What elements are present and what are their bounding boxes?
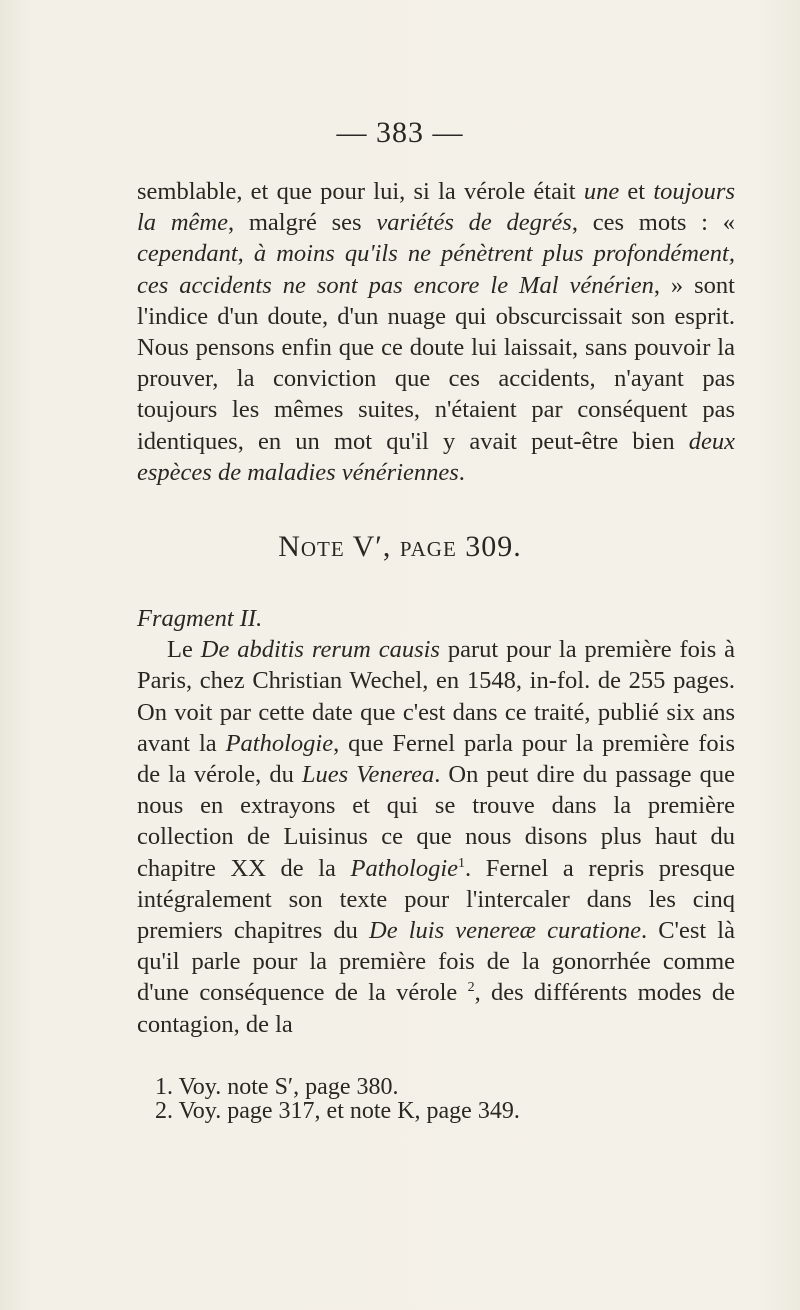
paragraph-1 — [137, 176, 735, 488]
italic-run: une — [583, 178, 620, 205]
text-run: , que Fernel parla pour la première fois de la vérole, du — [137, 729, 735, 789]
footnote-2: 2. Voy. page 317, et note K, page 349. — [155, 1098, 520, 1124]
italic-run: De luis venereæ curatione — [369, 917, 641, 945]
section-heading — [0, 530, 800, 564]
footnote-ref: 1 — [458, 855, 466, 871]
text-run: , des différents modes de contagion, de la — [137, 979, 735, 1038]
text-run: . Fernel a repris presque intégralement son texte pour l'intercaler dans les cinq premiers chapitres du — [137, 854, 735, 945]
text-run: , malgré ses — [227, 209, 377, 237]
footnotes — [155, 1075, 715, 1123]
footnote-1: 1. Voy. note S′, page 380. — [155, 1074, 399, 1100]
text-run: parut pour la première fois à Paris, chez Christian Wechel, en 1548, in-fol. de 255 pages. On voit par cette date que c'est dans ce traité, publié six ans avant la — [137, 636, 736, 757]
italic-run: De abditis rerum causis — [200, 636, 440, 664]
text-run: . C'est là qu'il parle pour la première fois de la gonorrhée comme d'une conséquence de la vérole — [137, 917, 735, 1007]
italic-run: Lues Venerea — [301, 761, 435, 789]
italic-run: variétés de degrés — [376, 209, 572, 237]
italic-run: Pathologie — [350, 854, 459, 882]
italic-run: cependant, à moins qu'ils ne pénètrent plus profondément, ces accidents ne sont pas encore le Mal vénérien — [137, 240, 735, 299]
italic-run: Pathologie — [225, 729, 334, 757]
fragment-label: Fragment II. — [137, 605, 263, 632]
page-number: — 383 — — [336, 116, 464, 149]
paragraph-1-text — [137, 176, 735, 488]
italic-run: toujours la même — [137, 178, 735, 237]
paragraph-2-text — [137, 634, 735, 1040]
text-run: semblable, et que pour lui, si la vérole était — [137, 178, 584, 205]
text-run: . — [458, 458, 465, 486]
footnote-ref: 2 — [467, 980, 475, 996]
heading-note: Note V′, — [278, 530, 392, 563]
italic-run: deux espèces de maladies vénériennes — [137, 427, 735, 486]
text-run: et — [619, 178, 654, 205]
paragraph-2 — [137, 603, 735, 1040]
text-run: . On peut dire du passage que nous en extrayons et qui se trouve dans la première collection de Luisinus ce que nous disons plus haut du chapitre XX de la — [137, 761, 735, 882]
text-run: Le — [167, 636, 201, 664]
heading-page: page 309. — [399, 530, 522, 563]
text-run: , » sont l'indice d'un doute, d'un nuage qui obscurcissait son esprit. Nous pensons enfin que ce doute lui laissait, sans pouvoir la prouver, la conviction que ces accidents, n'ayant pas toujours les mêmes suites, n'étaient par conséquent pas identiques, en un mot qu'il y avait peut-être bien — [137, 271, 735, 455]
text-run: , ces mots : « — [571, 209, 735, 237]
